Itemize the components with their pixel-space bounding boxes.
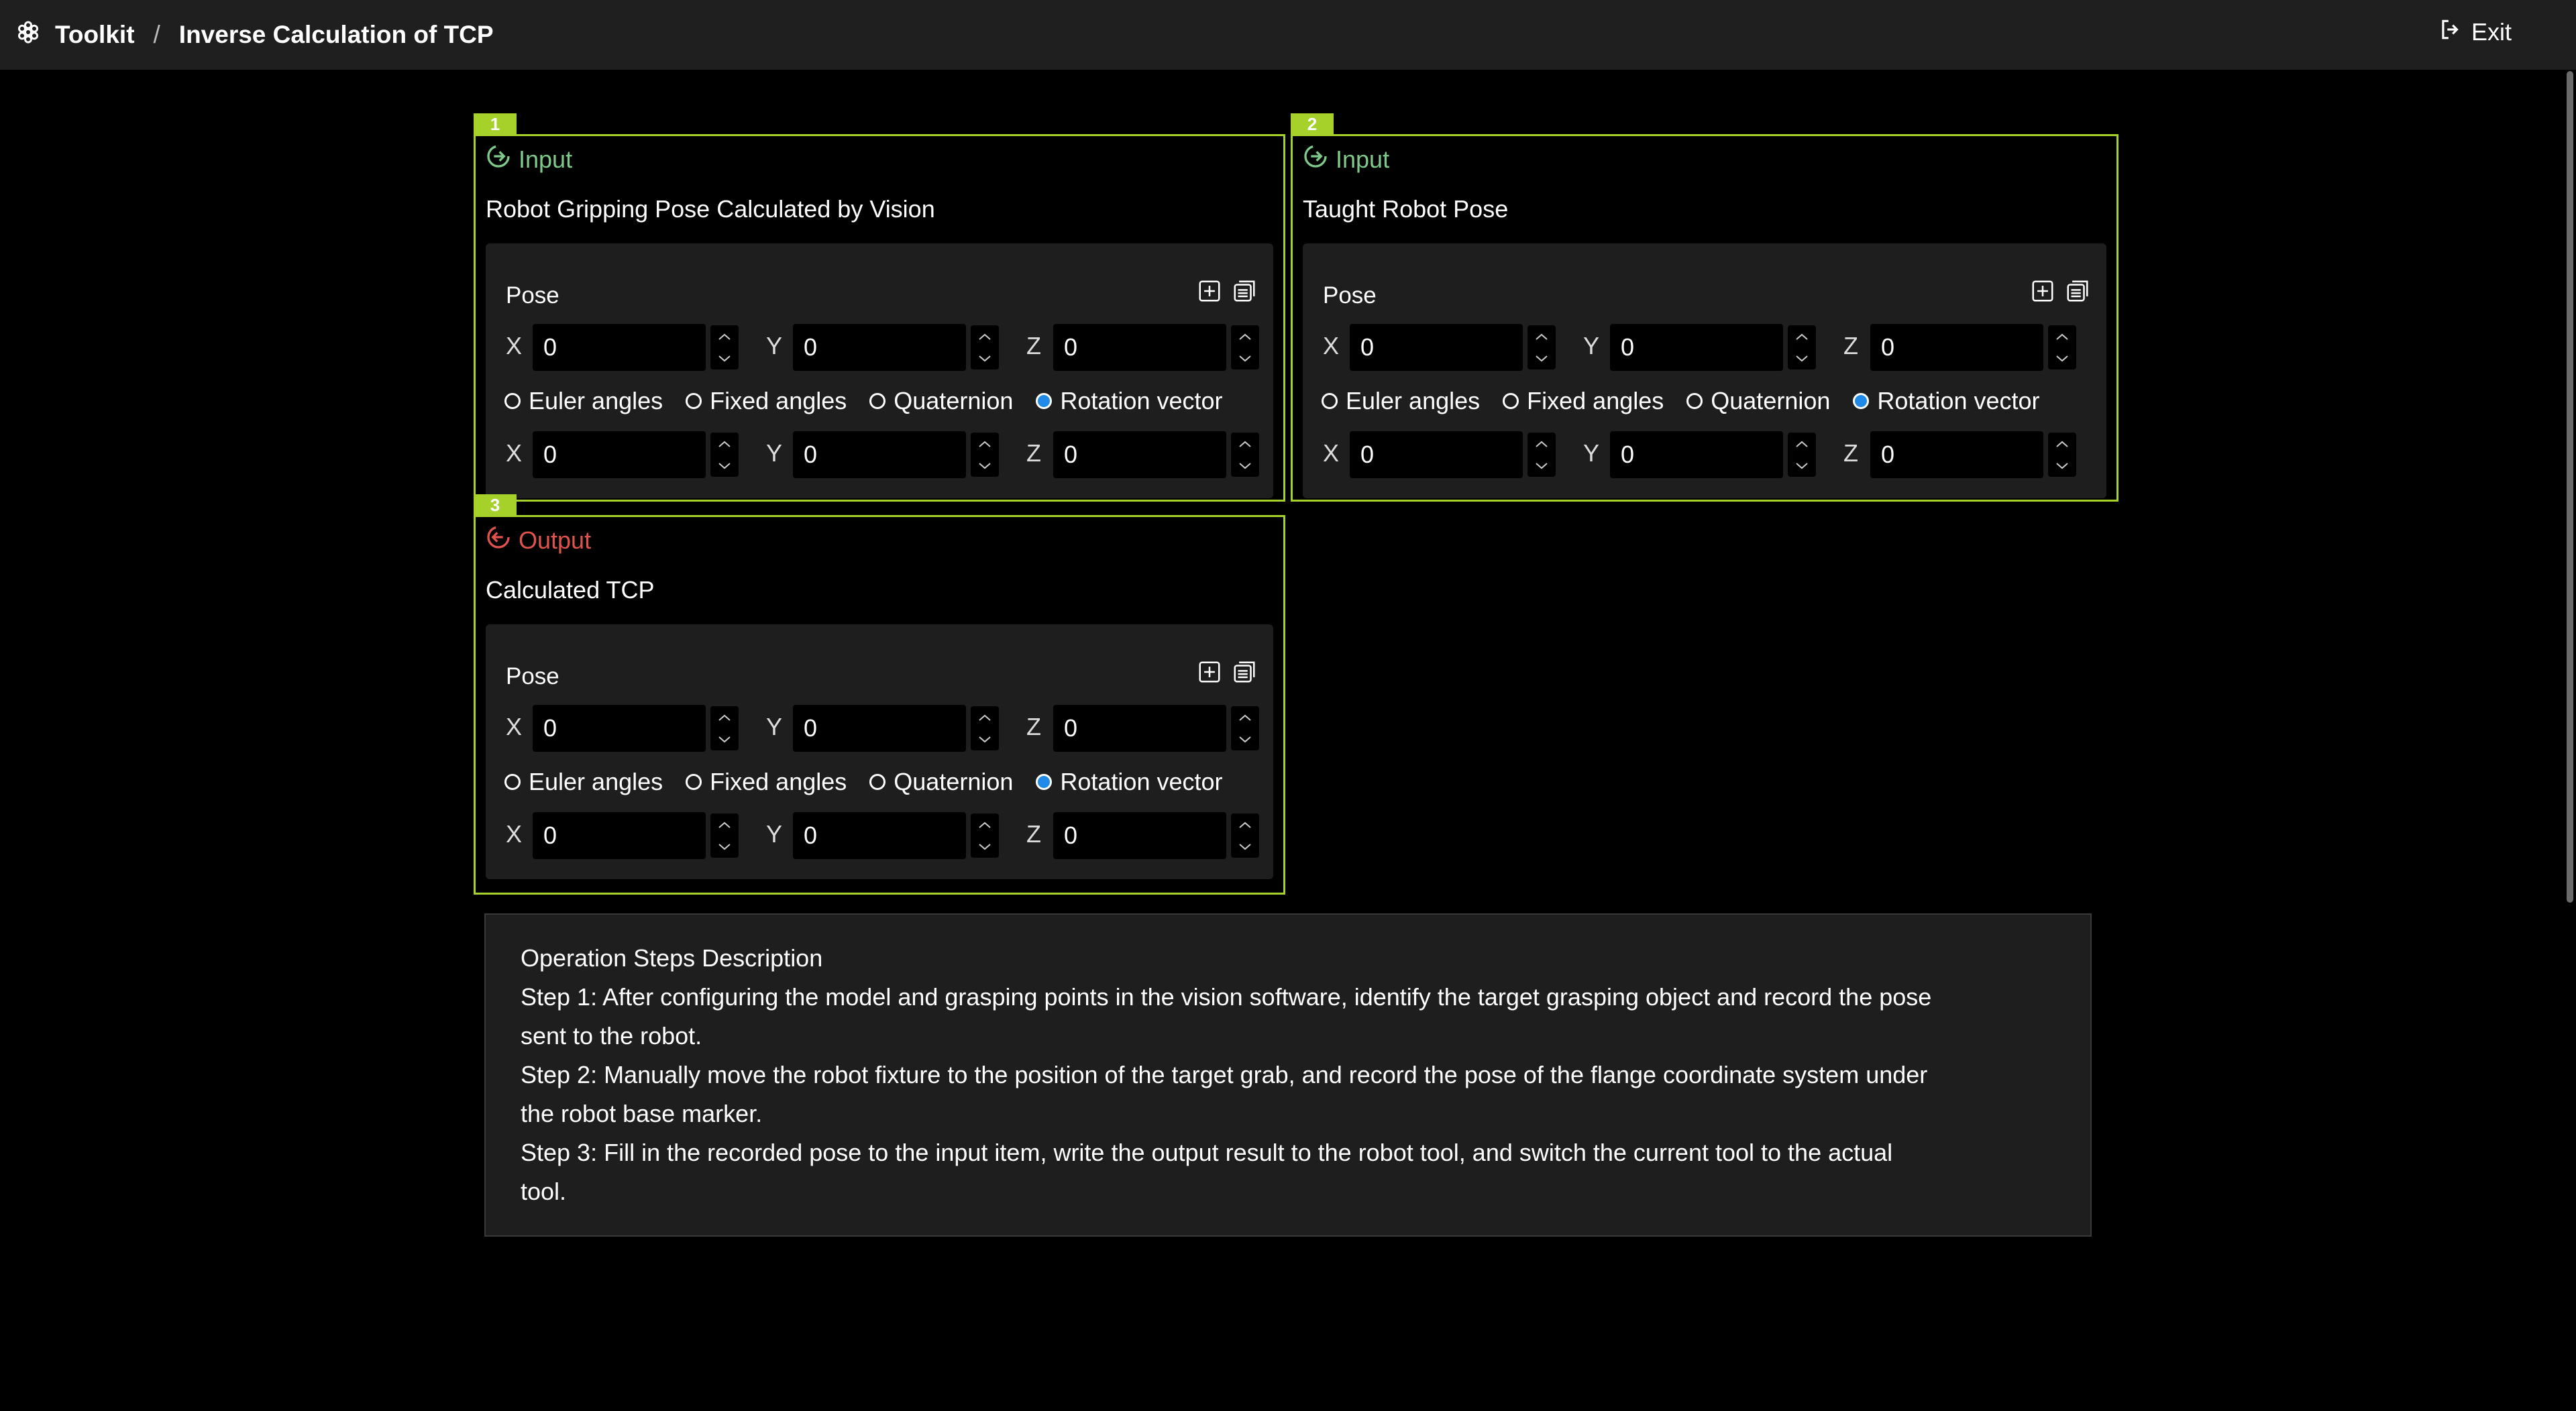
- decrement-button[interactable]: [710, 836, 739, 858]
- add-icon[interactable]: [1197, 278, 1222, 304]
- position-x-spinner: [710, 325, 739, 370]
- radio-rotation-vector-indicator: [1036, 393, 1052, 409]
- position-x-input[interactable]: 0: [1350, 324, 1523, 371]
- radio-fixed-angles-indicator: [686, 393, 702, 409]
- pose-label: Pose: [506, 663, 559, 689]
- position-z-input[interactable]: 0: [1053, 324, 1226, 371]
- card-title: Calculated TCP: [486, 576, 655, 604]
- pose-label: Pose: [506, 282, 559, 308]
- radio-rotation-vector-label: Rotation vector: [1877, 387, 2040, 414]
- card-2: [1291, 113, 2118, 502]
- radio-quaternion[interactable]: [1686, 387, 1830, 415]
- increment-button[interactable]: [971, 433, 999, 455]
- decrement-button[interactable]: [1231, 836, 1259, 858]
- chevron-down-icon: [971, 347, 999, 370]
- add-icon[interactable]: [2030, 278, 2055, 304]
- chevron-up-icon: [1527, 325, 1556, 347]
- radio-quaternion[interactable]: [869, 387, 1013, 415]
- rotation-z-input[interactable]: 0: [1053, 431, 1226, 478]
- increment-button[interactable]: [971, 706, 999, 728]
- description-step-2: Step 2: Manually move the robot fixture to the position of the target grab, and record the pose of the flange coordinate system under the robot base marker.: [521, 1061, 1928, 1127]
- radio-quaternion-label: Quaternion: [1711, 387, 1831, 414]
- chevron-up-icon: [1788, 433, 1816, 455]
- position-row: [506, 324, 1271, 371]
- rotation-row: [506, 812, 1271, 859]
- chevron-down-icon: [1231, 347, 1259, 370]
- decrement-button[interactable]: [1231, 728, 1259, 750]
- radio-quaternion-indicator: [869, 774, 885, 790]
- exit-button[interactable]: [2438, 0, 2512, 64]
- rotation-type-group: [1322, 384, 2093, 418]
- radio-euler-angles-indicator: [1322, 393, 1338, 409]
- input-icon: [485, 143, 512, 176]
- decrement-button[interactable]: [710, 455, 739, 477]
- increment-button[interactable]: [710, 706, 739, 728]
- chevron-up-icon: [1527, 433, 1556, 455]
- page-scrollbar[interactable]: [2567, 71, 2573, 903]
- position-x-label: X: [1323, 332, 1340, 359]
- radio-euler-angles[interactable]: [504, 768, 663, 796]
- rotation-z-label: Z: [1843, 439, 1858, 467]
- decrement-button[interactable]: [2048, 347, 2076, 370]
- chevron-down-icon: [971, 836, 999, 858]
- rotation-y-spinner: [971, 813, 999, 858]
- decrement-button[interactable]: [1527, 455, 1556, 477]
- rotation-z-spinner: [1231, 433, 1259, 477]
- rotation-x-spinner: [1527, 433, 1556, 477]
- chevron-up-icon: [971, 433, 999, 455]
- radio-quaternion-label: Quaternion: [894, 768, 1014, 795]
- input-label: [1302, 143, 1389, 176]
- chevron-up-icon: [971, 325, 999, 347]
- chevron-down-icon: [710, 347, 739, 370]
- chevron-down-icon: [1231, 836, 1259, 858]
- rotation-y-spinner: [1788, 433, 1816, 477]
- chevron-down-icon: [1231, 728, 1259, 750]
- chevron-down-icon: [2048, 455, 2076, 477]
- increment-button[interactable]: [1231, 813, 1259, 836]
- description-step-3: Step 3: Fill in the recorded pose to the input item, write the output result to the robot tool, and switch the current tool to the actual tool.: [521, 1139, 1893, 1205]
- rotation-y-input[interactable]: 0: [793, 431, 966, 478]
- chevron-up-icon: [1231, 325, 1259, 347]
- paste-icon[interactable]: [1232, 278, 1257, 304]
- rotation-y-spinner: [971, 433, 999, 477]
- chevron-down-icon: [1788, 455, 1816, 477]
- kind-text: Output: [519, 526, 592, 554]
- decrement-button[interactable]: [1527, 347, 1556, 370]
- rotation-x-input[interactable]: 0: [533, 812, 706, 859]
- position-z-spinner: [2048, 325, 2076, 370]
- rotation-y-label: Y: [766, 820, 783, 848]
- chevron-down-icon: [2048, 347, 2076, 370]
- decrement-button[interactable]: [971, 836, 999, 858]
- description-step-1: Step 1: After configuring the model and grasping points in the vision software, identify the target grasping object and record the pose sent to the robot.: [521, 983, 1932, 1050]
- chevron-down-icon: [971, 728, 999, 750]
- radio-fixed-angles[interactable]: [686, 387, 847, 415]
- radio-euler-angles-label: Euler angles: [529, 387, 663, 414]
- breadcrumb-separator: /: [153, 21, 160, 48]
- output-icon: [485, 524, 512, 557]
- card-title: Robot Gripping Pose Calculated by Vision: [486, 195, 935, 223]
- radio-fixed-angles-indicator: [686, 774, 702, 790]
- chevron-down-icon: [1231, 455, 1259, 477]
- radio-fixed-angles[interactable]: [1503, 387, 1664, 415]
- card-1: [474, 113, 1285, 502]
- position-x-input[interactable]: 0: [533, 324, 706, 371]
- chevron-up-icon: [710, 433, 739, 455]
- radio-euler-angles-indicator: [504, 774, 521, 790]
- increment-button[interactable]: [1231, 706, 1259, 728]
- operation-steps-description: [484, 913, 2092, 1237]
- increment-button[interactable]: [1231, 433, 1259, 455]
- rotation-y-label: Y: [766, 439, 783, 467]
- pose-panel: [1303, 243, 2106, 498]
- position-z-input[interactable]: 0: [1870, 324, 2043, 371]
- chevron-down-icon: [710, 836, 739, 858]
- rotation-row: [506, 431, 1271, 478]
- toolkit-icon: [16, 20, 40, 50]
- rotation-y-label: Y: [1583, 439, 1600, 467]
- radio-rotation-vector-label: Rotation vector: [1060, 768, 1223, 795]
- position-z-input[interactable]: 0: [1053, 705, 1226, 752]
- rotation-z-input[interactable]: 0: [1870, 431, 2043, 478]
- chevron-down-icon: [710, 728, 739, 750]
- radio-fixed-angles[interactable]: [686, 768, 847, 796]
- radio-fixed-angles-indicator: [1503, 393, 1519, 409]
- rotation-x-spinner: [710, 813, 739, 858]
- radio-euler-angles[interactable]: [1322, 387, 1480, 415]
- increment-button[interactable]: [971, 325, 999, 347]
- increment-button[interactable]: [1527, 433, 1556, 455]
- chevron-down-icon: [1527, 455, 1556, 477]
- position-y-label: Y: [766, 332, 783, 359]
- radio-euler-angles-label: Euler angles: [529, 768, 663, 795]
- radio-euler-angles-label: Euler angles: [1346, 387, 1481, 414]
- kind-text: Input: [519, 145, 573, 173]
- position-z-label: Z: [1843, 332, 1858, 359]
- breadcrumb-root[interactable]: Toolkit: [55, 21, 135, 48]
- chevron-up-icon: [971, 706, 999, 728]
- step-badge: 1: [474, 113, 517, 135]
- position-z-label: Z: [1026, 332, 1041, 359]
- decrement-button[interactable]: [1231, 347, 1259, 370]
- radio-fixed-angles-label: Fixed angles: [710, 387, 847, 414]
- paste-icon[interactable]: [1232, 659, 1257, 685]
- position-y-spinner: [971, 706, 999, 750]
- decrement-button[interactable]: [971, 455, 999, 477]
- decrement-button[interactable]: [710, 728, 739, 750]
- rotation-y-input[interactable]: 0: [1610, 431, 1783, 478]
- rotation-x-spinner: [710, 433, 739, 477]
- decrement-button[interactable]: [971, 347, 999, 370]
- rotation-z-spinner: [1231, 813, 1259, 858]
- radio-rotation-vector-label: Rotation vector: [1060, 387, 1223, 414]
- decrement-button[interactable]: [1231, 455, 1259, 477]
- output-label: [485, 524, 591, 557]
- increment-button[interactable]: [710, 433, 739, 455]
- input-icon: [1302, 143, 1329, 176]
- position-row: [1323, 324, 2088, 371]
- input-label: [485, 143, 572, 176]
- increment-button[interactable]: [2048, 433, 2076, 455]
- chevron-up-icon: [710, 706, 739, 728]
- chevron-up-icon: [2048, 325, 2076, 347]
- increment-button[interactable]: [710, 813, 739, 836]
- radio-rotation-vector[interactable]: [1853, 387, 2039, 415]
- increment-button[interactable]: [710, 325, 739, 347]
- chevron-down-icon: [1788, 347, 1816, 370]
- pose-label: Pose: [1323, 282, 1377, 308]
- increment-button[interactable]: [2048, 325, 2076, 347]
- chevron-up-icon: [1788, 325, 1816, 347]
- position-z-spinner: [1231, 706, 1259, 750]
- radio-rotation-vector-indicator: [1036, 774, 1052, 790]
- position-x-label: X: [506, 332, 523, 359]
- radio-quaternion-label: Quaternion: [894, 387, 1014, 414]
- decrement-button[interactable]: [710, 347, 739, 370]
- decrement-button[interactable]: [2048, 455, 2076, 477]
- decrement-button[interactable]: [971, 728, 999, 750]
- rotation-z-label: Z: [1026, 439, 1041, 467]
- rotation-x-label: X: [506, 820, 523, 848]
- exit-label: Exit: [2471, 18, 2512, 46]
- chevron-up-icon: [971, 813, 999, 836]
- position-x-label: X: [506, 713, 523, 740]
- pose-actions: [1197, 659, 1257, 685]
- position-y-spinner: [1788, 325, 1816, 370]
- exit-icon: [2438, 17, 2463, 48]
- decrement-button[interactable]: [1788, 455, 1816, 477]
- increment-button[interactable]: [1788, 433, 1816, 455]
- position-x-spinner: [1527, 325, 1556, 370]
- rotation-z-label: Z: [1026, 820, 1041, 848]
- increment-button[interactable]: [1788, 325, 1816, 347]
- position-y-spinner: [971, 325, 999, 370]
- rotation-x-input[interactable]: 0: [1350, 431, 1523, 478]
- chevron-up-icon: [2048, 433, 2076, 455]
- radio-quaternion-indicator: [869, 393, 885, 409]
- step-badge: 3: [474, 494, 517, 516]
- chevron-up-icon: [1231, 813, 1259, 836]
- rotation-y-input[interactable]: 0: [793, 812, 966, 859]
- pose-actions: [2030, 278, 2090, 304]
- rotation-row: [1323, 431, 2088, 478]
- card-title: Taught Robot Pose: [1303, 195, 1509, 223]
- rotation-x-input[interactable]: 0: [533, 431, 706, 478]
- radio-quaternion[interactable]: [869, 768, 1013, 796]
- pose-actions: [1197, 278, 1257, 304]
- position-z-label: Z: [1026, 713, 1041, 740]
- add-icon[interactable]: [1197, 659, 1222, 685]
- increment-button[interactable]: [971, 813, 999, 836]
- radio-euler-angles[interactable]: [504, 387, 663, 415]
- paste-icon[interactable]: [2065, 278, 2090, 304]
- rotation-x-label: X: [1323, 439, 1340, 467]
- chevron-up-icon: [710, 325, 739, 347]
- pose-panel: [486, 243, 1273, 498]
- radio-fixed-angles-label: Fixed angles: [1527, 387, 1664, 414]
- position-y-input[interactable]: 0: [793, 324, 966, 371]
- rotation-type-group: [504, 384, 1276, 418]
- kind-text: Input: [1336, 145, 1390, 173]
- position-y-label: Y: [1583, 332, 1600, 359]
- radio-rotation-vector[interactable]: [1036, 768, 1222, 796]
- radio-quaternion-indicator: [1686, 393, 1703, 409]
- position-y-label: Y: [766, 713, 783, 740]
- decrement-button[interactable]: [1788, 347, 1816, 370]
- description-title: Operation Steps Description: [521, 944, 823, 972]
- page-title: Inverse Calculation of TCP: [178, 21, 494, 48]
- pose-panel: [486, 624, 1273, 879]
- increment-button[interactable]: [1231, 325, 1259, 347]
- radio-rotation-vector[interactable]: [1036, 387, 1222, 415]
- position-y-input[interactable]: 0: [1610, 324, 1783, 371]
- breadcrumb: [16, 0, 494, 70]
- chevron-down-icon: [1527, 347, 1556, 370]
- chevron-down-icon: [710, 455, 739, 477]
- card-3: [474, 494, 1285, 895]
- chevron-down-icon: [971, 455, 999, 477]
- rotation-z-input[interactable]: 0: [1053, 812, 1226, 859]
- chevron-up-icon: [710, 813, 739, 836]
- rotation-type-group: [504, 765, 1276, 799]
- position-y-input[interactable]: 0: [793, 705, 966, 752]
- rotation-x-label: X: [506, 439, 523, 467]
- position-x-input[interactable]: 0: [533, 705, 706, 752]
- position-z-spinner: [1231, 325, 1259, 370]
- position-row: [506, 705, 1271, 752]
- chevron-up-icon: [1231, 433, 1259, 455]
- radio-fixed-angles-label: Fixed angles: [710, 768, 847, 795]
- rotation-z-spinner: [2048, 433, 2076, 477]
- radio-euler-angles-indicator: [504, 393, 521, 409]
- radio-rotation-vector-indicator: [1853, 393, 1869, 409]
- step-badge: 2: [1291, 113, 1334, 135]
- position-x-spinner: [710, 706, 739, 750]
- top-bar: [0, 0, 2576, 70]
- chevron-up-icon: [1231, 706, 1259, 728]
- increment-button[interactable]: [1527, 325, 1556, 347]
